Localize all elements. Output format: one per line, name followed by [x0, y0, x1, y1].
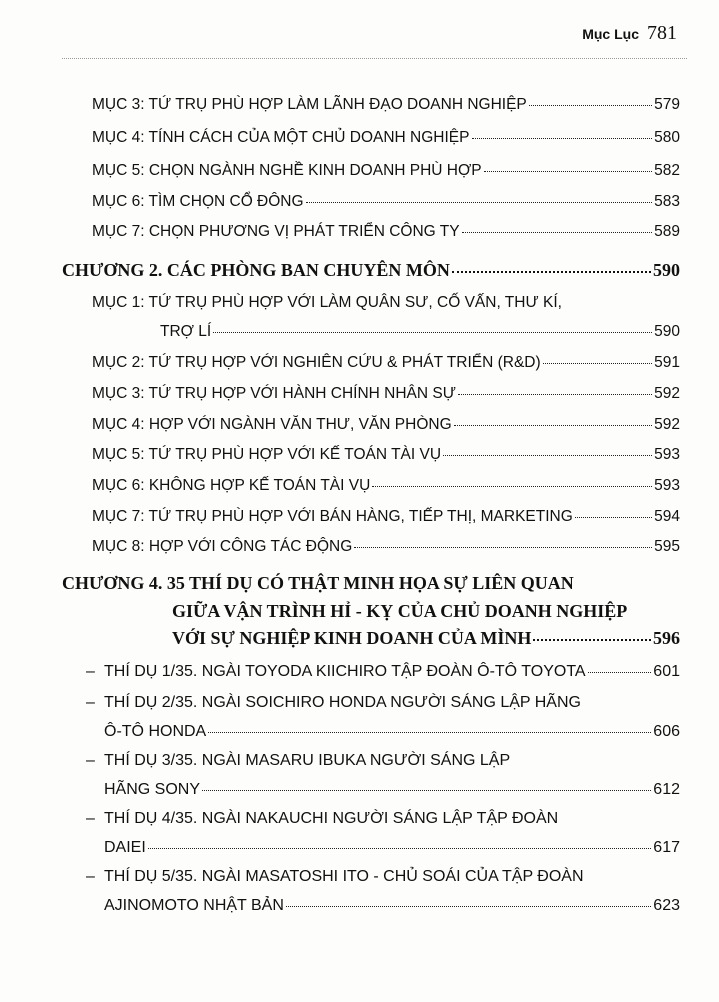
dot-leader: [543, 363, 652, 364]
toc-entry-page: 593: [654, 446, 680, 463]
toc-entry-page: 583: [654, 193, 680, 210]
toc-entry-page: 593: [654, 477, 680, 494]
toc-entry[interactable]: [92, 223, 680, 241]
dot-leader: [484, 171, 652, 172]
toc-entry-page: 589: [654, 223, 680, 240]
toc-entry-page: 582: [654, 162, 680, 179]
toc-entry-label: MỤC 4: HỢP VỚI NGÀNH VĂN THƯ, VĂN PHÒNG: [92, 416, 452, 433]
toc-entry[interactable]: [92, 508, 680, 526]
dot-leader: [454, 425, 652, 426]
chapter-title-line1[interactable]: CHƯƠNG 4. 35 THÍ DỤ CÓ THẬT MINH HỌA SỰ LIÊN QUAN: [62, 573, 574, 593]
chapter-page: 590: [653, 260, 680, 280]
toc-entry-page: 591: [654, 354, 680, 371]
dot-leader: [372, 486, 652, 487]
dot-leader: [306, 202, 653, 203]
toc-entry-page: 580: [654, 129, 680, 146]
toc-entry-label: MỤC 6: KHÔNG HỢP KẾ TOÁN TÀI VỤ: [92, 477, 371, 494]
chapter-heading[interactable]: [62, 260, 680, 281]
dot-leader: [458, 394, 652, 395]
toc-entry-label: MỤC 5: CHỌN NGÀNH NGHỀ KINH DOANH PHÙ HỢP: [92, 162, 482, 179]
toc-entry-label: TRỢ LÍ: [160, 323, 212, 340]
toc-entry[interactable]: [92, 96, 680, 114]
dot-leader: [354, 547, 652, 548]
toc-entry-label: MỤC 3: TỨ TRỤ HỢP VỚI HÀNH CHÍNH NHÂN SỰ: [92, 385, 456, 402]
toc-entry-page: 579: [654, 96, 680, 113]
toc-entry-label: MỤC 4: TÍNH CÁCH CỦA MỘT CHỦ DOANH NGHIỆP: [92, 129, 470, 146]
dot-leader: [443, 455, 652, 456]
toc-entry-page: 617: [653, 839, 680, 856]
toc-entry[interactable]: [104, 723, 680, 741]
dot-leader: [588, 672, 652, 673]
toc-entry-page: 601: [653, 663, 680, 680]
header-rule: [62, 58, 687, 59]
dash-bullet: –: [86, 752, 95, 769]
dot-leader: [575, 517, 652, 518]
toc-entry-label: MỤC 2: TỨ TRỤ HỢP VỚI NGHIÊN CỨU & PHÁT TRIỂN (R&D): [92, 354, 541, 371]
toc-entry-line1[interactable]: MỤC 1: TỨ TRỤ PHÙ HỢP VỚI LÀM QUÂN SƯ, CỐ VẤN, THƯ KÍ,: [92, 294, 562, 311]
toc-entry-label: DAIEI: [104, 839, 146, 856]
dot-leader: [472, 138, 653, 139]
toc-entry[interactable]: [92, 162, 680, 180]
toc-entry-label: MỤC 5: TỨ TRỤ PHÙ HỢP VỚI KẾ TOÁN TÀI VỤ: [92, 446, 442, 463]
running-title: Mục Lục: [582, 26, 639, 42]
dot-leader: [148, 848, 652, 849]
toc-entry-page: 612: [653, 781, 680, 798]
dot-leader: [202, 790, 651, 791]
toc-entry-label: MỤC 3: TỨ TRỤ PHÙ HỢP LÀM LÃNH ĐẠO DOANH NGHIỆP: [92, 96, 527, 113]
toc-entry[interactable]: [104, 839, 680, 857]
chapter-page: 596: [653, 628, 680, 648]
dash-bullet: –: [86, 810, 95, 827]
dot-leader: [529, 105, 652, 106]
toc-entry[interactable]: [92, 538, 680, 556]
chapter-title-line2: GIỮA VẬN TRÌNH HỈ - KỴ CỦA CHỦ DOANH NGHIỆP: [172, 601, 628, 621]
toc-entry[interactable]: [104, 663, 680, 681]
dash-bullet: –: [86, 663, 95, 680]
dot-leader: [208, 732, 651, 733]
toc-entry-label: Ô-TÔ HONDA: [104, 723, 207, 740]
dot-leader: [213, 332, 652, 333]
dash-bullet: –: [86, 868, 95, 885]
toc-entry-page: 592: [654, 416, 680, 433]
dot-leader: [286, 906, 651, 907]
toc-entry-line1[interactable]: THÍ DỤ 2/35. NGÀI SOICHIRO HONDA NGƯỜI SÁNG LẬP HÃNG: [104, 694, 581, 711]
toc-entry-label: MỤC 8: HỢP VỚI CÔNG TÁC ĐỘNG: [92, 538, 353, 555]
toc-entry[interactable]: [92, 193, 680, 211]
toc-entry-label: AJINOMOTO NHẬT BẢN: [104, 897, 284, 914]
toc-entry[interactable]: [92, 385, 680, 403]
toc-entry[interactable]: [104, 897, 680, 915]
toc-entry-label: MỤC 7: CHỌN PHƯƠNG VỊ PHÁT TRIỂN CÔNG TY: [92, 223, 460, 240]
toc-entry-label: MỤC 7: TỨ TRỤ PHÙ HỢP VỚI BÁN HÀNG, TIẾP THỊ, MARKETING: [92, 508, 573, 525]
toc-entry-page: 595: [654, 538, 680, 555]
dot-leader: [462, 232, 653, 233]
toc-entry-page: 623: [653, 897, 680, 914]
toc-entry-page: 590: [654, 323, 680, 340]
toc-entry[interactable]: [92, 446, 680, 464]
toc-entry-label: MỤC 6: TÌM CHỌN CỔ ĐÔNG: [92, 193, 304, 210]
toc-entry-label: THÍ DỤ 1/35. NGÀI TOYODA KIICHIRO TẬP ĐOÀN Ô-TÔ TOYOTA: [104, 663, 586, 680]
dot-leader: [452, 271, 651, 273]
toc-entry[interactable]: [92, 354, 680, 372]
toc-entry-line1[interactable]: THÍ DỤ 3/35. NGÀI MASARU IBUKA NGƯỜI SÁNG LẬP: [104, 752, 511, 769]
toc-entry[interactable]: [92, 416, 680, 434]
toc-entry-line1[interactable]: THÍ DỤ 5/35. NGÀI MASATOSHI ITO - CHỦ SOÁI CỦA TẬP ĐOÀN: [104, 868, 584, 885]
dash-bullet: –: [86, 694, 95, 711]
dot-leader: [533, 639, 651, 641]
running-header: [582, 22, 677, 45]
chapter-heading[interactable]: [172, 628, 680, 649]
chapter-title: CHƯƠNG 2. CÁC PHÒNG BAN CHUYÊN MÔN: [62, 260, 450, 280]
toc-entry-label: HÃNG SONY: [104, 781, 201, 798]
toc-entry-page: 592: [654, 385, 680, 402]
toc-entry[interactable]: [160, 323, 680, 341]
toc-entry-line1[interactable]: THÍ DỤ 4/35. NGÀI NAKAUCHI NGƯỜI SÁNG LẬP TẬP ĐOÀN: [104, 810, 559, 827]
chapter-title-line3: VỚI SỰ NGHIỆP KINH DOANH CỦA MÌNH: [172, 628, 532, 648]
toc-entry-page: 606: [653, 723, 680, 740]
toc-entry[interactable]: [104, 781, 680, 799]
toc-entry[interactable]: [92, 129, 680, 147]
page-number: 781: [647, 22, 677, 44]
toc-entry-page: 594: [654, 508, 680, 525]
toc-entry[interactable]: [92, 477, 680, 495]
